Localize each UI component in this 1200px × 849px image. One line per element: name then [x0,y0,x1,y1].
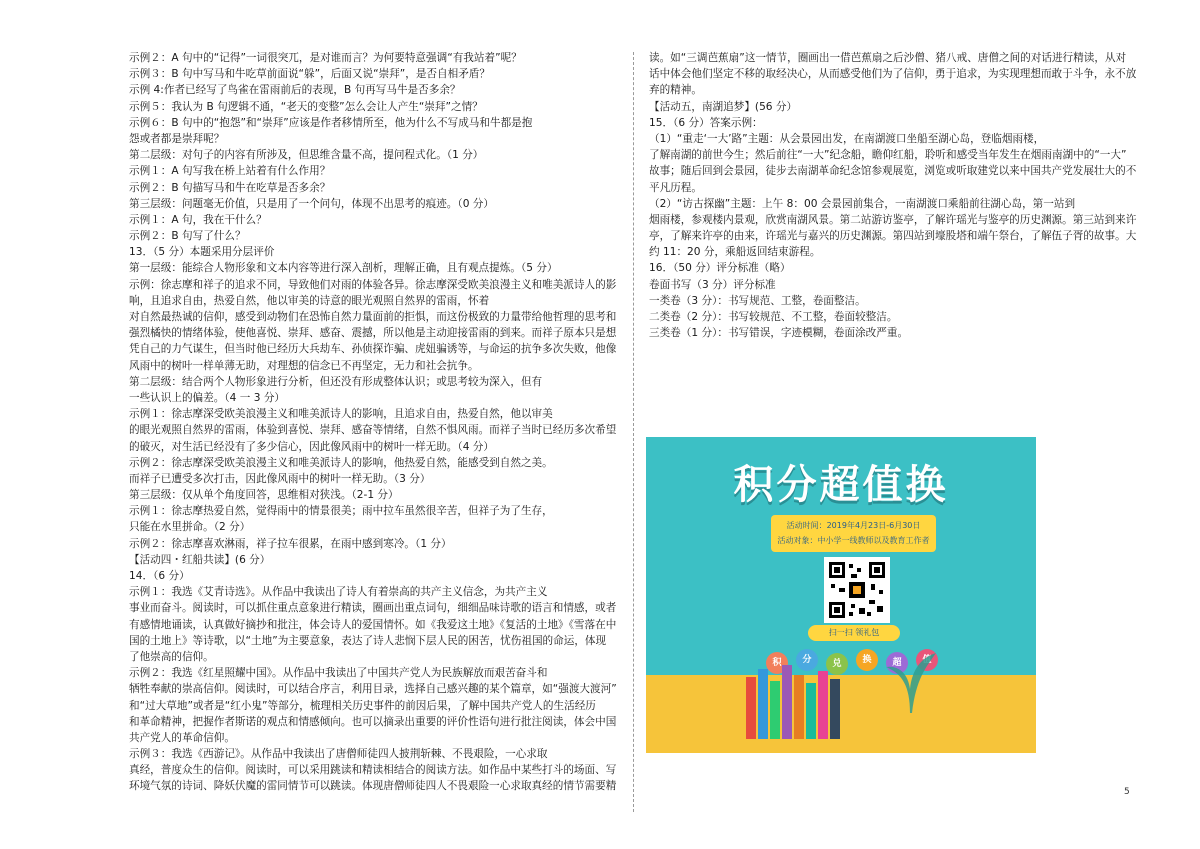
text-line: 了他崇高的信仰。 [129,650,214,663]
ad-bubble: 换 [856,649,878,671]
text-line: 示例１：我选《艾青诗选》。从作品中我读出了诗人有着崇高的共产主义信念，为共产主义 [129,586,548,599]
text-line: 亭，了解来许亭的由来，许瑶光与嘉兴的历史渊源。第四站到壕股塔和端午祭台，了解伍子胥的故事。大 [649,230,1137,243]
text-line: 示例２：B 句写了什么？ [129,230,246,243]
text-line: 14．（6 分） [129,570,190,582]
text-line: 一类卷（3 分）：书写规范、工整，卷面整洁。 [649,294,866,307]
text-line: 怨或者都是崇拜呢？ [129,132,225,145]
text-line: 牺牲奉献的崇高信仰。阅读时，可以结合序言，利用目录，选择自己感兴趣的某个篇章，如“强渡大渡河” [129,683,617,696]
text-line: 第二层级：结合两个人物形象进行分析，但还没有形成整体认识；或思考较为深入，但有 [129,375,543,388]
text-line: 强烈橘快的情绪体验，使他喜悦、崇拜、感奋、震撼，所以他是主动迎接雷雨的到来。而祥子原本只是想 [129,327,617,340]
text-line: 示例２：B 句描写马和牛在吃草是否多余？ [129,181,331,194]
text-line: 第二层级：对句子的内容有所涉及，但思维含量不高，提问程式化。（1 分） [129,149,484,162]
text-line: 一些认识上的偏差。（4 一 3 分） [129,391,286,404]
text-line: 示例３：我选《西游记》。从作品中我读出了唐僧师徒四人披荆斩棘、不畏艰险，一心求取 [129,748,548,761]
ad-bubble: 积 [766,652,788,674]
text-line: 约 11：20 分，乘船返回结束游程。 [649,246,821,259]
ad-audience-line: 活动对象：中小学一线教师以及教育工作者 [777,536,930,545]
left-column [129,50,617,795]
text-line: 真经，普度众生的信仰。阅读时，可以采用跳读和精读相结合的阅读方法。如作品中某些打斗的场面、写 [129,764,617,777]
right-column [649,50,1141,341]
text-line: 环境气氛的诗词、降妖伏魔的雷同情节可以跳读。体现唐僧师徒四人不畏艰险一心求取真经的情节需要精 [129,780,617,793]
ad-poster [646,437,1036,753]
text-line: 事业而奋斗。阅读时，可以抓住重点意象进行精读，圈画出重点词句，细细品味诗歌的语言和情感，或者 [129,602,617,615]
text-line: 而祥子已遭受多次打击，因此像风雨中的树叶一样无助。（3 分） [129,472,431,485]
text-line: 示例２：徐志摩喜欢淋雨，祥子拉车很累，在雨中感到寒冷。（1 分） [129,537,452,550]
text-line: 三类卷（1 分）：书写错误，字迹模糊，卷面涂改严重。 [649,327,909,340]
text-line: （1）“重走‘一大’路”主题：从会景园出发，在南湖渡口坐船至湖心岛，登临烟雨楼， [649,132,1045,145]
text-line: 示例２：徐志摩深受欧美浪漫主义和唯美派诗人的影响，他热爱自然，能感受到自然之美。 [129,456,553,469]
ad-info-box [771,515,936,552]
text-line: 二类卷（2 分）：书写较规范、不工整，卷面较整洁。 [649,311,898,323]
text-line: 13．（5 分）本题采用分层评价 [129,246,275,259]
text-line: 第三层级：问题毫无价值，只是用了一个问句，体现不出思考的痕迹。（0 分） [129,197,494,210]
text-line: 响，且追求自由，热爱自然，他以审美的诗意的眼光观照自然界的雷雨，怀着 [129,294,490,307]
ad-scan-label: 扫一扫 领礼包 [808,625,900,641]
text-line: 【活动四・红船共读】(6 分） [129,553,271,566]
text-line: 凭自己的力气谋生，但当时他已经历大兵劫车、孙侦探诈骗、虎妞骗诱等，与命运的抗争多次失败，他像 [129,343,617,356]
qr-code-icon [824,557,890,623]
ad-bubble: 超 [886,652,908,674]
text-line: 国的土地上》等诗歌，以“土地”为主要意象，表达了诗人悲悯下层人民的困苦，忧伤祖国的命运，体现 [129,634,607,647]
text-line: 烟雨楼，参观楼内景观，欣赏南湖风景。第二站游访鉴亭，了解许瑶光与鉴亭的历史渊源。第三站到来许 [649,213,1137,226]
text-line: 的眼光观照自然界的雷雨，体验到喜悦、崇拜、感奋等情绪，自然不惧风雨。而祥子当时已经历多次希望 [129,424,617,437]
text-line: 了解南湖的前世今生；然后前往“一大”纪念船，瞻仰红船，聆听和感受当年发生在烟雨南湖中的“一大” [649,149,1127,162]
text-line: 弃的精神。 [649,84,702,97]
text-line: 只能在水里拼命。（2 分） [129,521,251,534]
text-line: 和“过大草地”或者是“红小鬼”等部分，梳理相关历史事件的前因后果，了解中国共产党人的生活经历 [129,699,596,712]
text-line: 平凡历程。 [649,181,702,194]
text-line: 共产党人的革命信仰。 [129,731,235,744]
text-line: 示例２：A 句中的“记得”一词很突兀，是对谁而言？为何要特意强调“有我站着”呢？ [129,52,522,64]
ad-bubble: 分 [796,649,818,671]
text-line: 示例５：我认为 B 句逻辑不通，“老天的变整”怎么会让人产生“崇拜”之情？ [129,100,483,113]
text-line: 对自然最热诚的信仰，感受到动物们在恐怖自然力量面前的拒惧，而这份极致的力量带给他哲理的思考和 [129,311,617,323]
text-line: 故事；随后回到会景园，徒步去南湖革命纪念馆参观展览，浏览或听取建党以来中国共产党发展壮大的不 [649,165,1137,178]
column-divider [633,52,634,812]
text-line: （2）“访古探幽”主题：上午 8：00 会景园前集合，一南湖渡口乘船前往湖心岛，第一站到 [649,197,1076,210]
text-line: 16．（50 分）评分标准（略） [649,262,791,275]
ad-bubble: 兑 [826,653,848,675]
text-line: 第三层级：仅从单个角度回答，思维相对狭浅。（2-1 分） [129,489,399,502]
text-line: 15．（6 分）答案示例： [649,116,763,129]
text-line: 示例２：我选《红星照耀中国》。从作品中我读出了中国共产党人为民族解放而艰苦奋斗和 [129,667,548,680]
text-line: 示例３：B 句中写马和牛吃草前面说“躲”，后面又说“崇拜”，是否自相矛盾？ [129,68,490,81]
text-line: 示例１：徐志摩热爱自然，觉得雨中的情景很美；雨中拉车虽然很辛苦，但祥子为了生存， [129,505,553,518]
page-number: 5 [1124,787,1130,797]
text-line: 示例：徐志摩和祥子的追求不同，导致他们对雨的体验各异。徐志摩深受欧美浪漫主义和唯美派诗人的影 [129,278,617,291]
ad-headline: 积分超值换 [733,462,949,508]
text-line: 示例１：徐志摩深受欧美浪漫主义和唯美派诗人的影响，且追求自由，热爱自然，他以审美 [129,408,553,421]
ad-date-line: 活动时间：2019年4月23日-6月30日 [786,521,921,530]
ad-ground [646,675,1036,753]
plant-icon [880,643,940,713]
text-line: 示例１：A 句，我在干什么？ [129,213,267,226]
text-line: 风雨中的树叶一样单薄无助，对理想的信念已不再坚定，无力和社会抗争。 [129,359,479,372]
text-line: 示例１：A 句写我在桥上站着有什么作用？ [129,165,331,178]
text-line: 话中体会他们坚定不移的取经决心，从而感受他们为了信仰，勇于追求，为实现理想而敢于斗争，永不放 [649,68,1137,81]
text-line: 【活动五，南湖追梦】(56 分） [649,100,798,113]
text-line: 读。如“三调芭蕉扇”这一情节，圈画出一借芭蕉扇之后沙僧、猪八戒、唐僧之间的对话进行精读，从对 [649,52,1127,64]
text-line: 有感情地诵读，认真做好摘抄和批注，体会诗人的爱国情怀。如《我爱这土地》《复活的土地》《雪落在中 [129,618,617,631]
text-line: 示例６：B 句中的“抱怨”和“崇拜”应该是作者移情所至，他为什么不写成马和牛都是抱 [129,116,533,129]
text-line: 的破灭，对生活已经没有了多少信心，因此像风雨中的树叶一样无助。（4 分） [129,440,494,453]
text-line: 和革命精神，把握作者斯诺的观点和情感倾向。也可以摘录出重要的评价性语句进行批注阅读，体会中国 [129,715,617,728]
text-line: 第一层级：能综合人物形象和文本内容等进行深入剖析，理解正确，且有观点提炼。（5 分） [129,262,558,275]
text-line: 示例 4:作者已经写了鸟雀在雷雨前后的表现，B 句再写马牛是否多余？ [129,84,461,97]
text-line: 卷面书写（3 分）评分标准 [649,278,776,291]
